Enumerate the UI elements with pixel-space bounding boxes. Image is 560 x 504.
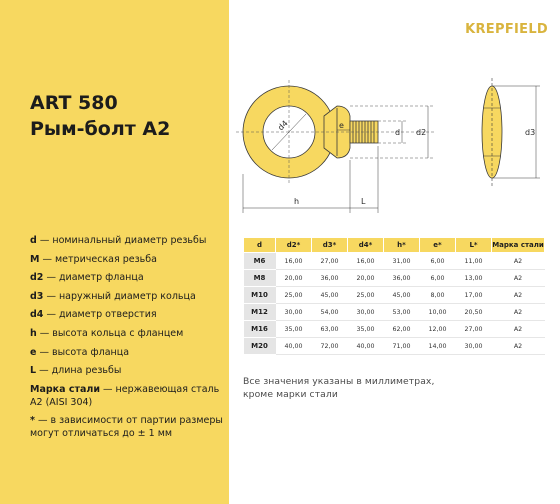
title-product: Рым-болт А2 [30, 118, 171, 140]
label-d3: d3 [525, 128, 536, 137]
cell-e: 6,00 [420, 270, 456, 287]
page-title [30, 90, 170, 142]
cell-d4: 20,00 [348, 270, 384, 287]
cell-d: M6 [244, 253, 276, 270]
table-row [244, 338, 545, 355]
specs-table [243, 237, 545, 355]
cell-l: 13,00 [456, 270, 492, 287]
label-e: e [339, 121, 344, 130]
cell-e: 14,00 [420, 338, 456, 355]
brand-logo: KREPFIELD [465, 22, 548, 37]
units-footnote [243, 375, 543, 401]
col-header-e: e* [420, 238, 456, 253]
table-row [244, 287, 545, 304]
cell-e: 8,00 [420, 287, 456, 304]
legend-item-m: M — метрическая резьба [30, 253, 157, 265]
label-d2: d2 [416, 128, 427, 137]
cell-d2: 25,00 [276, 287, 312, 304]
cell-d3: 54,00 [312, 304, 348, 321]
cell-d3: 45,00 [312, 287, 348, 304]
cell-d4: 16,00 [348, 253, 384, 270]
cell-l: 27,00 [456, 321, 492, 338]
label-d: d [395, 128, 401, 137]
table-row [244, 253, 545, 270]
cell-steel: A2 [492, 253, 545, 270]
cell-h: 45,00 [384, 287, 420, 304]
title-article: ART 580 [30, 92, 118, 114]
yellow-panel [0, 0, 229, 504]
technical-drawing [236, 78, 556, 220]
footnote-line-2: кроме марки стали [243, 389, 338, 400]
cell-h: 62,00 [384, 321, 420, 338]
cell-d2: 30,00 [276, 304, 312, 321]
cell-d: M8 [244, 270, 276, 287]
table-row [244, 321, 545, 338]
legend [30, 234, 226, 446]
legend-item-d2: d2 — диаметр фланца [30, 272, 144, 284]
cell-l: 20,50 [456, 304, 492, 321]
footnote-line-1: Все значения указаны в миллиметрах, [243, 376, 435, 387]
cell-steel: A2 [492, 338, 545, 355]
cell-d4: 35,00 [348, 321, 384, 338]
col-header-d: d [244, 238, 276, 253]
cell-h: 31,00 [384, 253, 420, 270]
col-header-l: L* [456, 238, 492, 253]
cell-d2: 16,00 [276, 253, 312, 270]
cell-l: 30,00 [456, 338, 492, 355]
legend-item-d: d — номинальный диаметр резьбы [30, 235, 207, 246]
col-header-d4: d4* [348, 238, 384, 253]
cell-l: 11,00 [456, 253, 492, 270]
cell-d4: 25,00 [348, 287, 384, 304]
col-header-d3: d3* [312, 238, 348, 253]
col-header-d2: d2* [276, 238, 312, 253]
legend-item-d3: d3 — наружный диаметр кольца [30, 290, 196, 302]
cell-steel: A2 [492, 321, 545, 338]
cell-d3: 36,00 [312, 270, 348, 287]
cell-e: 6,00 [420, 253, 456, 270]
cell-d3: 72,00 [312, 338, 348, 355]
label-d4: d4 [276, 118, 290, 133]
cell-e: 10,00 [420, 304, 456, 321]
legend-item-steel: Марка стали — нержавеющая сталь А2 (AISI 304) [30, 383, 220, 408]
cell-d2: 35,00 [276, 321, 312, 338]
cell-d: M20 [244, 338, 276, 355]
label-h: h [294, 197, 300, 206]
cell-e: 12,00 [420, 321, 456, 338]
cell-h: 36,00 [384, 270, 420, 287]
cell-steel: A2 [492, 304, 545, 321]
col-header-steel: Марка стали [492, 238, 545, 253]
cell-d4: 30,00 [348, 304, 384, 321]
legend-item-l: L — длина резьбы [30, 365, 122, 377]
cell-h: 53,00 [384, 304, 420, 321]
legend-item-h: h — высота кольца с фланцем [30, 327, 184, 339]
col-header-h: h* [384, 238, 420, 253]
table-row [244, 304, 545, 321]
cell-steel: A2 [492, 270, 545, 287]
legend-item-e: e — высота фланца [30, 346, 130, 358]
cell-d4: 40,00 [348, 338, 384, 355]
label-l: L [361, 197, 366, 206]
legend-item-d4: d4 — диаметр отверстия [30, 309, 157, 321]
cell-d: M12 [244, 304, 276, 321]
cell-d2: 20,00 [276, 270, 312, 287]
cell-d2: 40,00 [276, 338, 312, 355]
cell-d: M10 [244, 287, 276, 304]
cell-d: M16 [244, 321, 276, 338]
cell-steel: A2 [492, 287, 545, 304]
table-header-row [244, 238, 545, 253]
legend-note: * — в зависимости от партии размеры могут отличаться до ± 1 мм [30, 415, 223, 440]
cell-d3: 63,00 [312, 321, 348, 338]
cell-l: 17,00 [456, 287, 492, 304]
cell-h: 71,00 [384, 338, 420, 355]
cell-d3: 27,00 [312, 253, 348, 270]
table-row [244, 270, 545, 287]
